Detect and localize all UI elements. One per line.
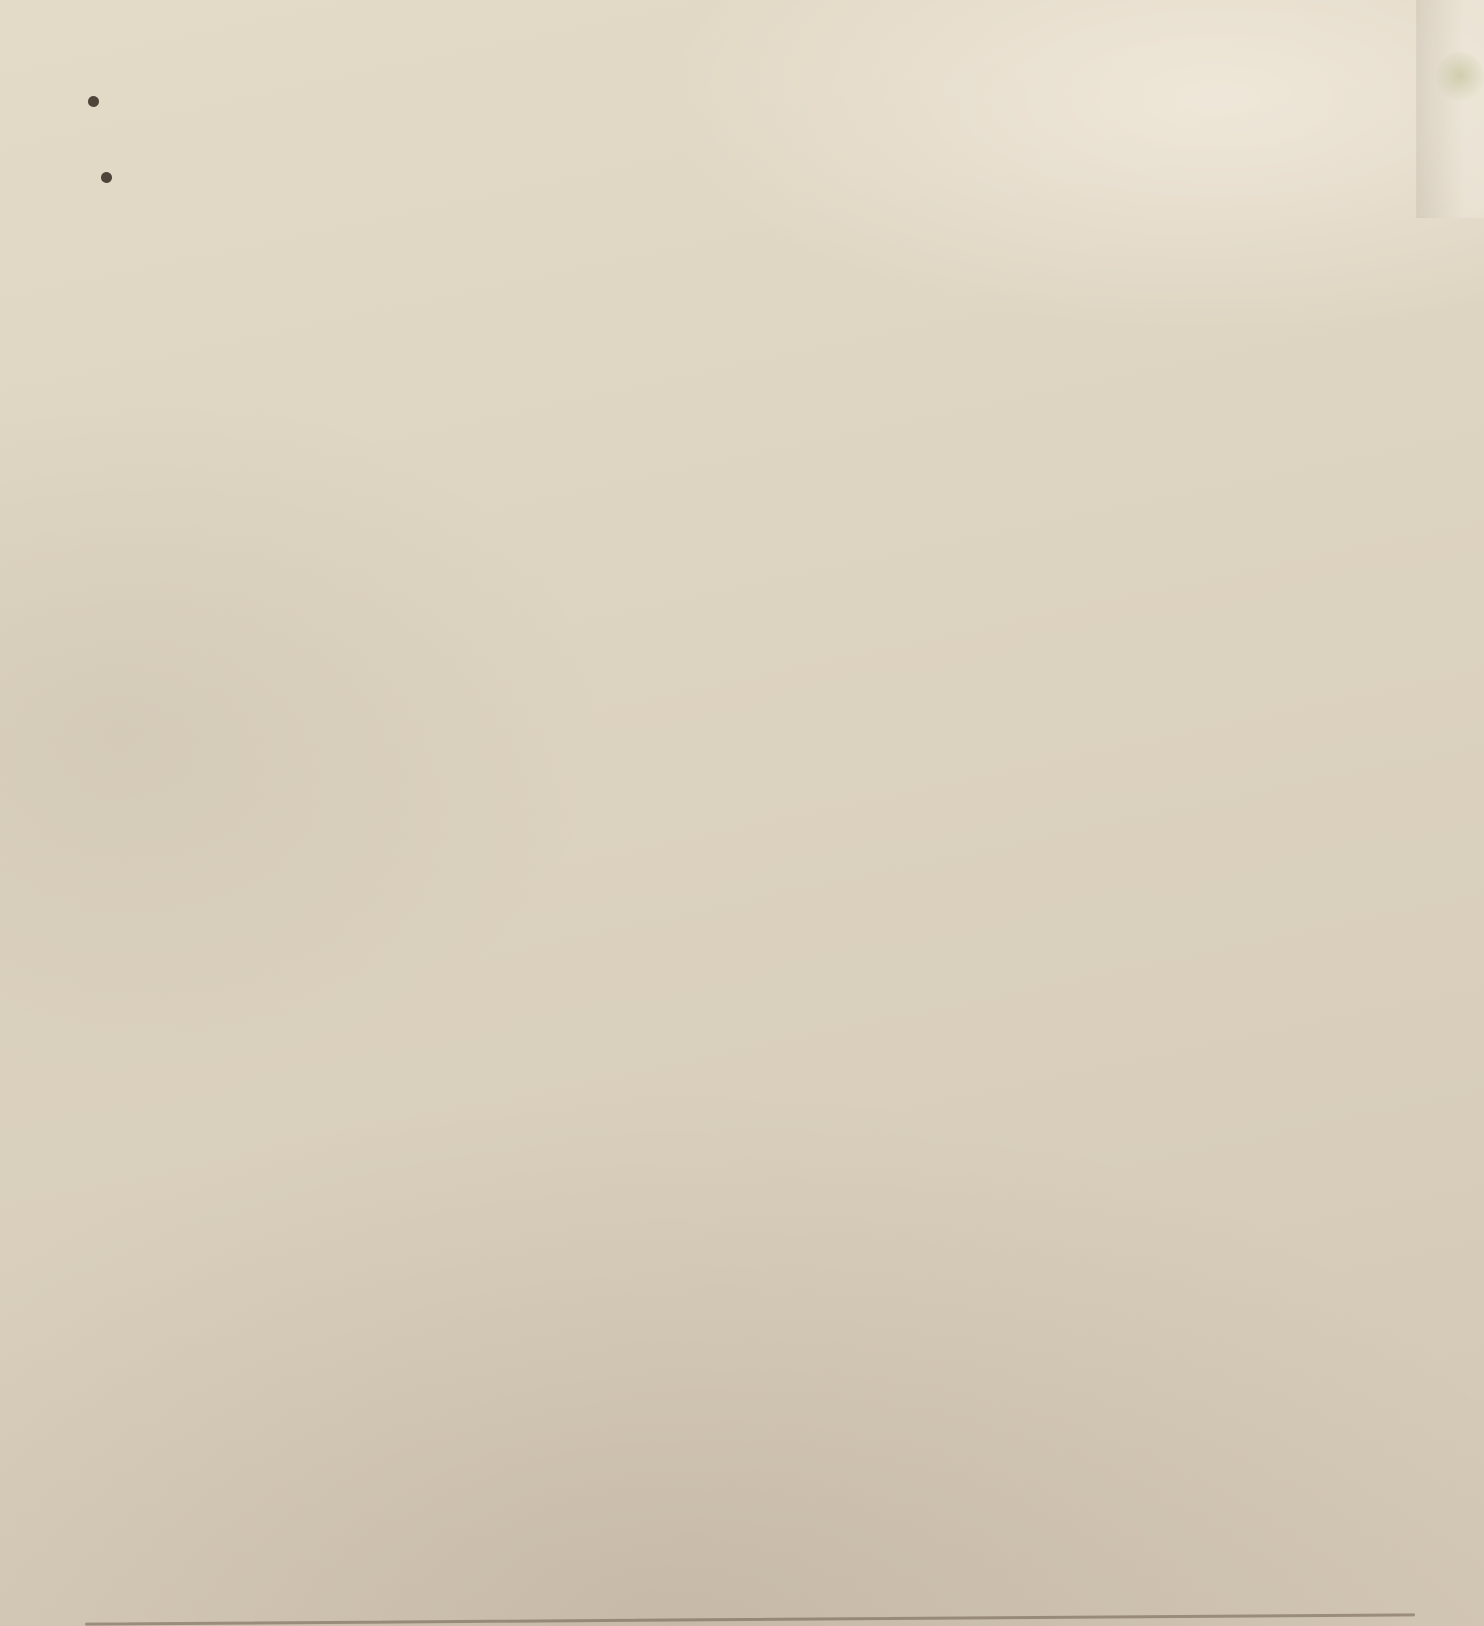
paper-curl-edge [1416, 0, 1484, 218]
paper-curl-highlight [1436, 52, 1484, 104]
